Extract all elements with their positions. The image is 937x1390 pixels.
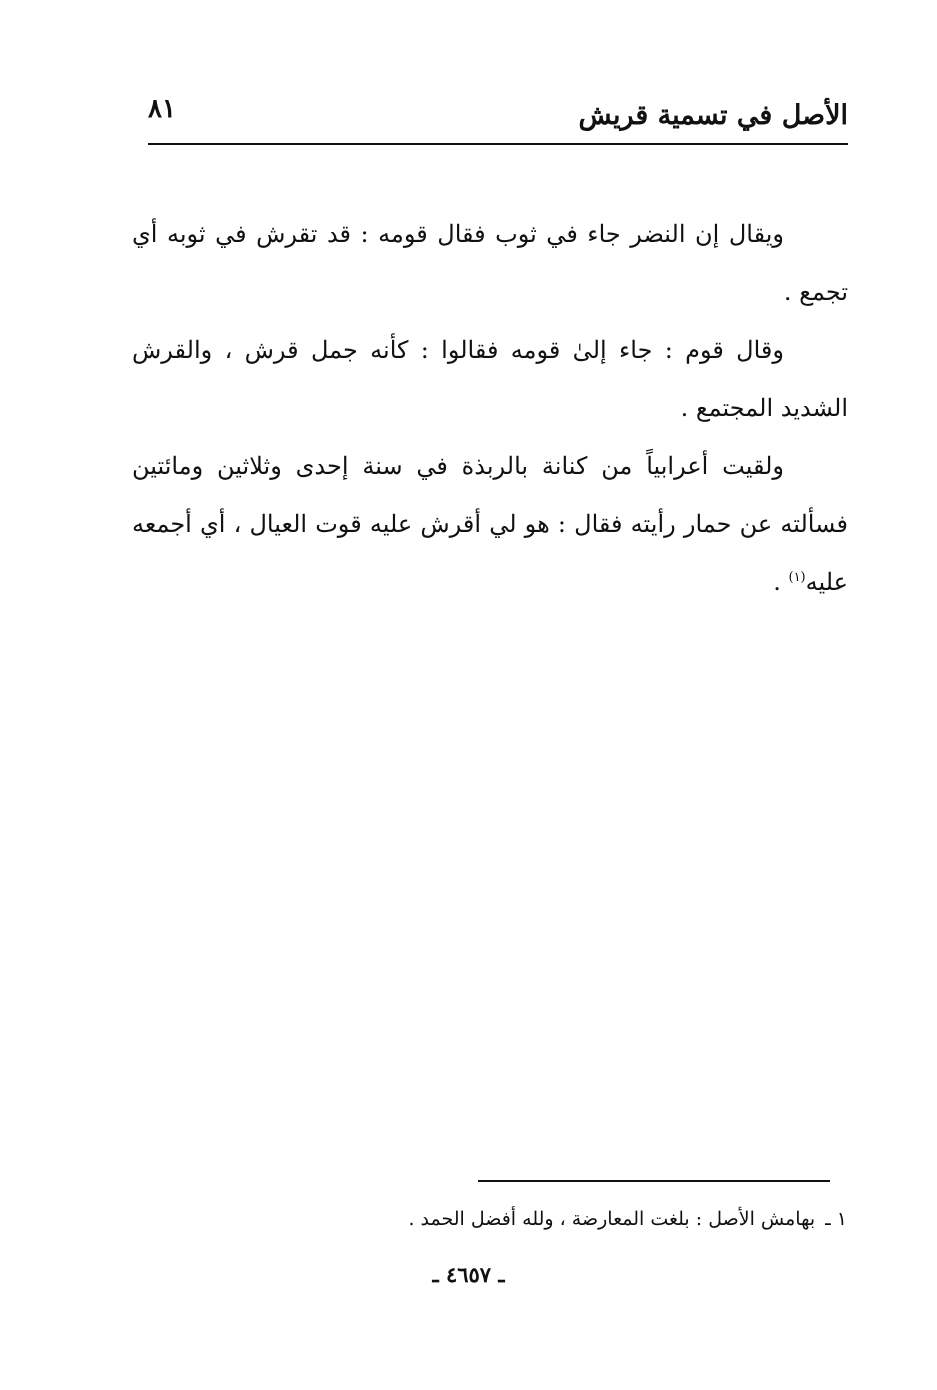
header-rule [148, 143, 848, 145]
footnote-text: بهامش الأصل : بلغت المعارضة ، ولله أفضل الحمد . [408, 1208, 816, 1230]
paragraph: ويقال إن النضر جاء في ثوب فقال قومه : قد تقرش في ثوبه أي تجمع . [132, 220, 848, 306]
footnote [408, 1208, 847, 1230]
paragraph-tail: . [773, 568, 789, 596]
folio-number: ـ ٤٦٥٧ ـ [432, 1262, 505, 1287]
paragraph: وقال قوم : جاء إلىٰ قومه فقالوا : كأنه جمل قرش ، والقرش الشديد المجتمع . [132, 336, 848, 422]
running-header [148, 92, 848, 142]
footnote-rule [478, 1180, 830, 1182]
chapter-title: الأصل في تسمية قريش [578, 100, 848, 131]
footnote-number: ١ ـ [825, 1208, 847, 1230]
paragraph [132, 437, 848, 611]
main-text [132, 205, 848, 611]
page-number: ٨١ [148, 94, 176, 124]
paragraph-text: ولقيت أعرابياً من كنانة بالربذة في سنة إحدى وثلاثين ومائتين فسألته عن حمار رأيته فقال : هو لي أقرش عليه قوت العيال ، أي أجمعه عليه [132, 452, 848, 596]
footnote-reference[interactable]: (١) [788, 570, 806, 585]
